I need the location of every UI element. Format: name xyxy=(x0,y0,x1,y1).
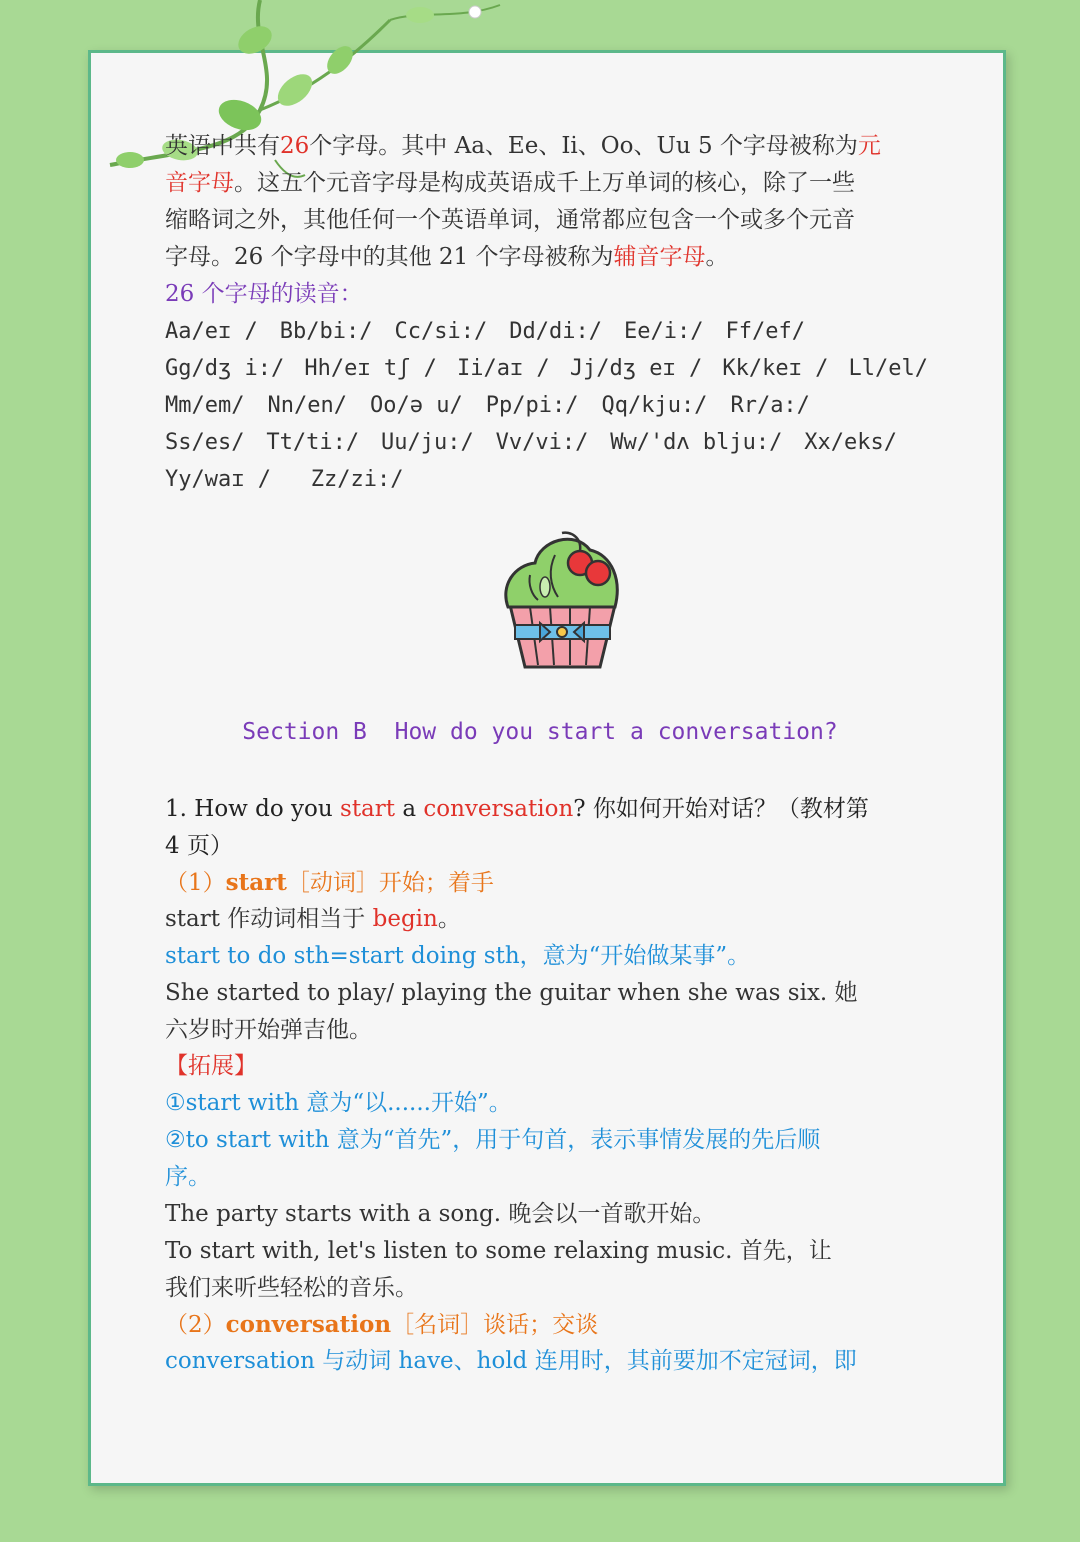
intro-line-1: 英语中共有26个字母。其中 Aa、Ee、Ii、Oo、Uu 5 个字母被称为元 xyxy=(165,133,881,159)
cupcake-illustration xyxy=(500,525,625,675)
intro-line-3: 缩略词之外，其他任何一个英语单词，通常都应包含一个或多个元音 xyxy=(165,207,855,233)
section-title: Section B How do you start a conversation? xyxy=(242,719,838,745)
extension-example-2: To start with, let's listen to some relaxing music. 首先，让 xyxy=(165,1238,832,1264)
extension-item-1: ①start with 意为“以......开始”。 xyxy=(165,1090,512,1116)
pronunciation-row-1: Aa/eɪ / Bb/bi:/ Cc/si:/ Dd/di:/ Ee/i:/ Ff/ef/ xyxy=(165,319,805,344)
point-2-heading: （2）conversation［名词］谈话；交谈 xyxy=(165,1311,599,1338)
point-1-heading: （1）start［动词］开始；着手 xyxy=(165,869,494,896)
intro-line-2: 音字母。这五个元音字母是构成英语成千上万单词的核心，除了一些 xyxy=(165,170,855,196)
question-1-line-2: 4 页） xyxy=(165,833,233,859)
question-1-line-1: 1. How do you start a conversation? 你如何开始对话？（教材第 xyxy=(165,796,869,822)
extension-example-2-cont: 我们来听些轻松的音乐。 xyxy=(165,1275,418,1301)
pronunciation-heading: 26 个字母的读音： xyxy=(165,281,363,307)
intro-line-4: 字母。26 个字母中的其他 21 个字母被称为辅音字母。 xyxy=(165,244,729,270)
point-1-example-zh: 六岁时开始弹吉他。 xyxy=(165,1017,372,1043)
extension-item-2: ②to start with 意为“首先”，用于句首，表示事情发展的先后顺 xyxy=(165,1127,821,1153)
pronunciation-row-2: Gg/dʒ i:/ Hh/eɪ tʃ / Ii/aɪ / Jj/dʒ eɪ / Kk/keɪ / Ll/el/ xyxy=(165,356,928,381)
extension-heading: 【拓展】 xyxy=(165,1053,257,1079)
point-1-line-2: start to do sth=start doing sth，意为“开始做某事”。 xyxy=(165,943,751,969)
pronunciation-row-4: Ss/es/ Tt/ti:/ Uu/ju:/ Vv/vi:/ Ww/'dʌ blju:/ Xx/eks/ xyxy=(165,430,897,455)
extension-example-1: The party starts with a song. 晚会以一首歌开始。 xyxy=(165,1201,716,1227)
point-1-example-en: She started to play/ playing the guitar when she was six. 她 xyxy=(165,980,858,1006)
point-1-line-1: start 作动词相当于 begin。 xyxy=(165,906,461,932)
pronunciation-row-5: Yy/waɪ / Zz/zi:/ xyxy=(165,467,404,492)
point-2-line-1: conversation 与动词 have、hold 连用时，其前要加不定冠词，即 xyxy=(165,1348,857,1374)
pronunciation-row-3: Mm/em/ Nn/en/ Oo/ə u/ Pp/pi:/ Qq/kju:/ Rr/a:/ xyxy=(165,393,810,418)
extension-item-2-cont: 序。 xyxy=(165,1164,211,1190)
